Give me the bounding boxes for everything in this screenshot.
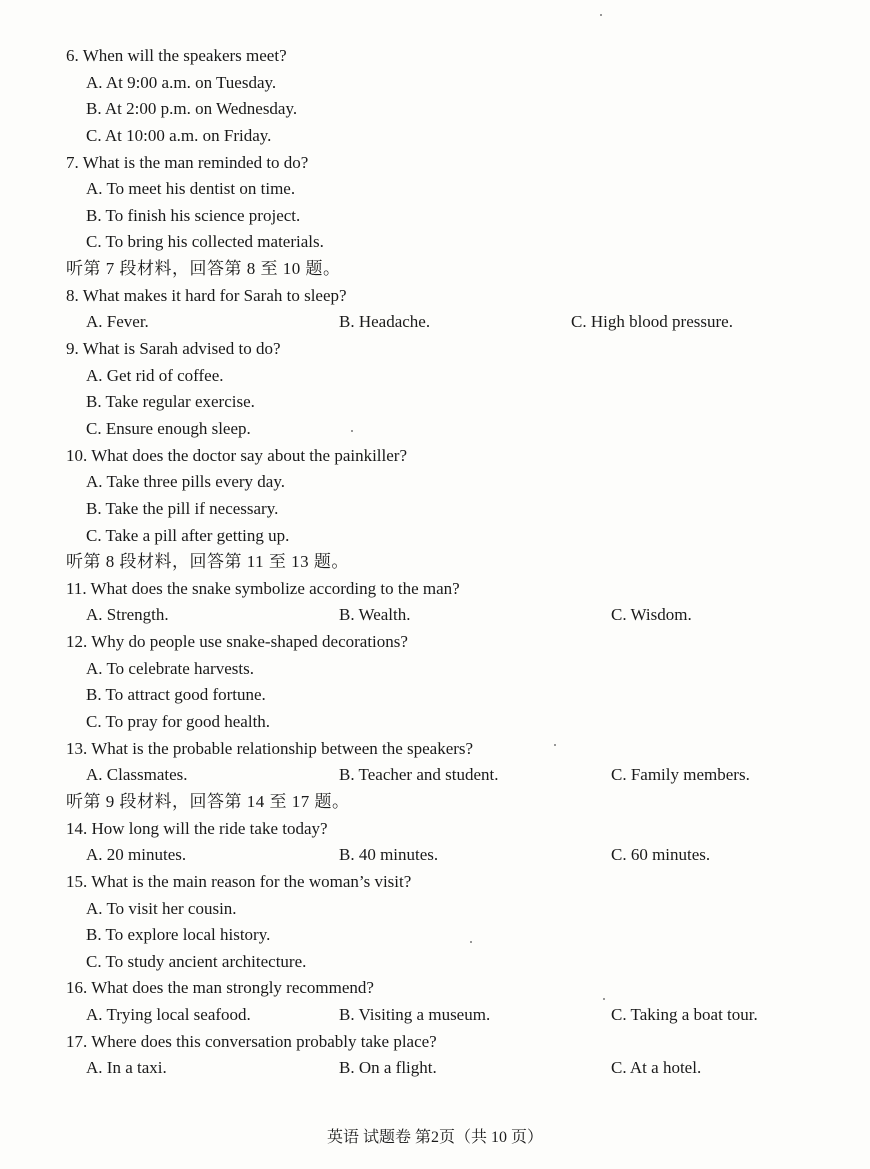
answer-options-row — [0, 602, 870, 629]
question-text: 16. What does the man strongly recommend? — [66, 978, 374, 998]
answer-option: A. To meet his dentist on time. — [86, 179, 296, 199]
answer-option: B. Wealth. — [339, 605, 411, 625]
answer-option: A. Classmates. — [86, 765, 188, 785]
answer-option: B. Take the pill if necessary. — [86, 498, 279, 518]
question-text: 6. When will the speakers meet? — [66, 46, 287, 65]
answer-option: B. At 2:00 p.m. on Wednesday. — [86, 99, 298, 119]
answer-option: B. 40 minutes. — [339, 845, 439, 865]
answer-option: A. To visit her cousin. — [86, 898, 237, 918]
answer-option: A. Trying local seafood. — [86, 1005, 251, 1025]
answer-option: B. Take regular exercise. — [86, 392, 255, 412]
answer-option: C. Ensure enough sleep. — [86, 418, 251, 438]
answer-option: C. To pray for good health. — [86, 712, 271, 732]
answer-option: C. At a hotel. — [611, 1058, 702, 1078]
answer-option: B. To attract good fortune. — [86, 685, 266, 705]
answer-options-row — [0, 842, 870, 869]
answer-option: C. To bring his collected materials. — [86, 232, 324, 252]
answer-option: A. To celebrate harvests. — [86, 658, 254, 678]
answer-option: A. In a taxi. — [86, 1058, 167, 1078]
answer-option: A. Fever. — [86, 312, 149, 332]
answer-option: C. High blood pressure. — [571, 312, 733, 332]
question-text: 15. What is the main reason for the woman’s visit? — [66, 871, 412, 891]
answer-option: B. On a flight. — [339, 1058, 437, 1078]
answer-option: C. Take a pill after getting up. — [86, 525, 290, 545]
scan-speck — [603, 998, 605, 1000]
answer-option: B. Teacher and student. — [339, 765, 499, 785]
answer-option: B. Headache. — [339, 312, 431, 332]
answer-option: C. Family members. — [611, 765, 750, 785]
question-text: 17. Where does this conversation probably take place? — [66, 1031, 437, 1051]
answer-option: A. Strength. — [86, 605, 169, 625]
question-text: 10. What does the doctor say about the painkiller? — [66, 445, 408, 465]
question-text: 13. What is the probable relationship between the speakers? — [66, 738, 474, 758]
section-instruction: 听第 8 段材料，回答第 11 至 13 题。 — [66, 552, 349, 572]
answer-option: C. 60 minutes. — [611, 845, 711, 865]
answer-option: B. To explore local history. — [86, 925, 271, 945]
scan-speck — [554, 744, 556, 746]
question-list — [0, 43, 870, 1082]
question-text: 7. What is the man reminded to do? — [66, 152, 309, 172]
answer-option: A. Take three pills every day. — [86, 472, 285, 492]
answer-options-row — [0, 309, 870, 336]
scan-speck — [470, 941, 472, 943]
section-instruction: 听第 7 段材料，回答第 8 至 10 题。 — [66, 259, 341, 279]
page-footer: 英语 试题卷 第2页（共 10 页） — [326, 1129, 543, 1146]
answer-option: A. 20 minutes. — [86, 845, 187, 865]
question-text: 11. What does the snake symbolize according to the man? — [66, 578, 460, 598]
section-instruction: 听第 9 段材料，回答第 14 至 17 题。 — [66, 791, 350, 811]
answer-option: A. Get rid of coffee. — [86, 365, 224, 385]
question-text: 12. Why do people use snake-shaped decorations? — [66, 632, 408, 652]
answer-option: C. At 10:00 a.m. on Friday. — [86, 125, 272, 145]
scan-speck — [351, 430, 353, 432]
answer-option: C. Wisdom. — [611, 605, 692, 625]
answer-option: B. Visiting a museum. — [339, 1005, 491, 1025]
question-text: 8. What makes it hard for Sarah to sleep? — [66, 285, 347, 305]
answer-options-row — [0, 1002, 870, 1029]
answer-option: A. At 9:00 a.m. on Tuesday. — [86, 72, 277, 92]
scan-speck — [600, 14, 602, 16]
answer-option: B. To finish his science project. — [86, 205, 301, 225]
answer-options-row — [0, 1055, 870, 1082]
answer-option: C. Taking a boat tour. — [611, 1005, 758, 1025]
answer-options-row — [0, 762, 870, 789]
question-text: 9. What is Sarah advised to do? — [66, 339, 281, 359]
question-text: 14. How long will the ride take today? — [66, 818, 328, 838]
answer-option: C. To study ancient architecture. — [86, 951, 307, 971]
